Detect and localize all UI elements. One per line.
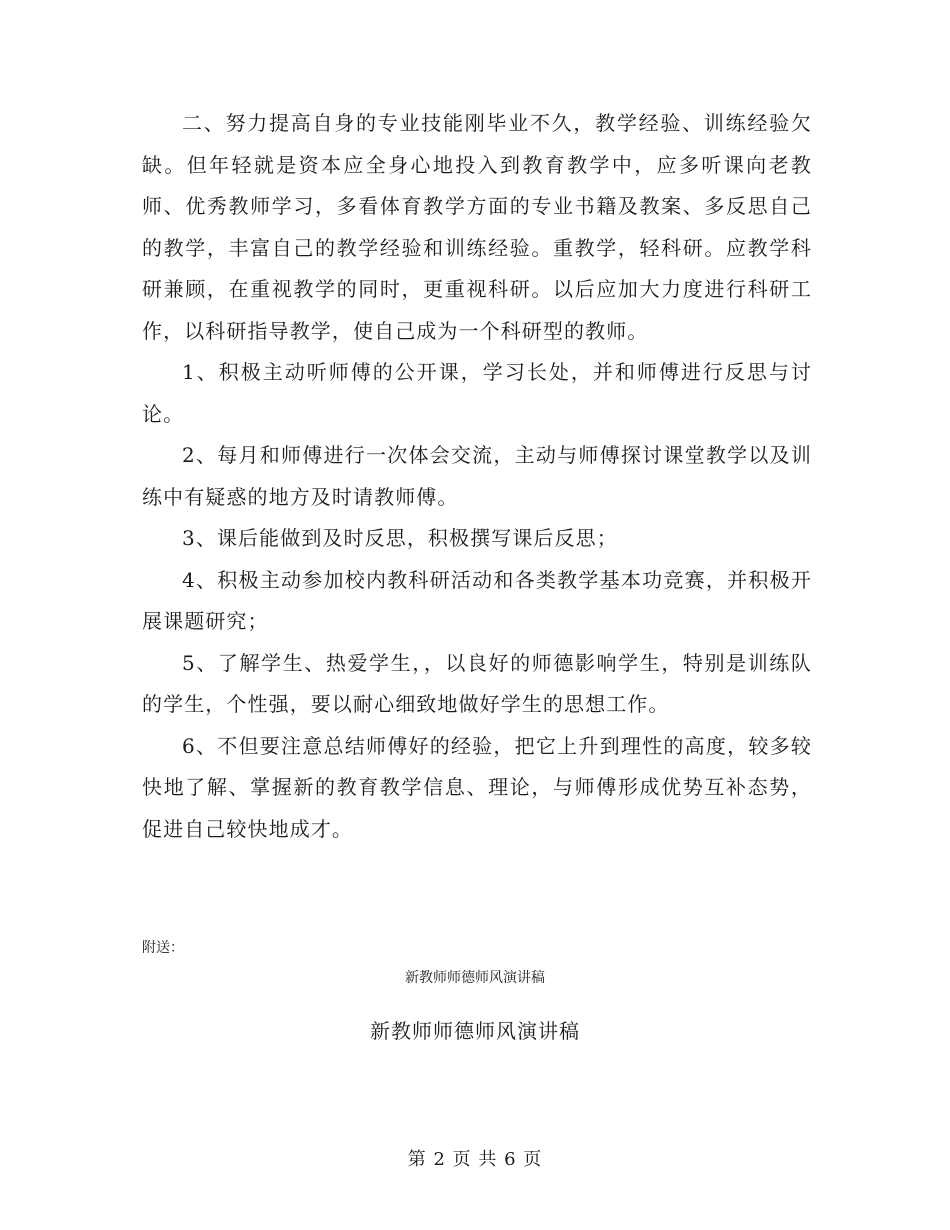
paragraph-item-4: 4、积极主动参加校内教科研活动和各类教学基本功竞赛，并积极开展课题研究； <box>142 567 812 633</box>
appendix-small-title: 新教师师德师风演讲稿 <box>405 970 545 986</box>
appendix-title: 新教师师德师风演讲稿 <box>370 1019 580 1043</box>
paragraph-item-5: 5、了解学生、热爱学生，，以良好的师德影响学生，特别是训练队的学生，个性强，要以耐心细致地做好学生的思想工作。 <box>142 650 812 716</box>
document-body <box>142 103 812 850</box>
page-footer: 第 2 页 共 6 页 <box>407 1149 543 1170</box>
appendix-label: 附送： <box>142 940 184 956</box>
paragraph-item-6: 6、不但要注意总结师傅好的经验，把它上升到理性的高度，较多较快地了解、掌握新的教育教学信息、理论，与师傅形成优势互补态势，促进自己较快地成才。 <box>142 733 812 841</box>
paragraph-item-1: 1、积极主动听师傅的公开课，学习长处，并和师傅进行反思与讨论。 <box>142 360 812 426</box>
paragraph-item-3: 3、课后能做到及时反思，积极撰写课后反思； <box>182 526 618 550</box>
paragraph-section-two: 二、努力提高自身的专业技能刚毕业不久，教学经验、训练经验欠缺。但年轻就是资本应全身心地投入到教育教学中，应多听课向老教师、优秀教师学习，多看体育教学方面的专业书籍及教案、多反思自己的教学，丰富自己的教学经验和训练经验。重教学，轻科研。应教学科研兼顾，在重视教学的同时，更重视科研。以后应加大力度进行科研工作，以科研指导教学，使自己成为一个科研型的教师。 <box>142 111 812 343</box>
paragraph-item-2: 2、每月和师傅进行一次体会交流，主动与师傅探讨课堂教学以及训练中有疑惑的地方及时请教师傅。 <box>142 443 812 509</box>
